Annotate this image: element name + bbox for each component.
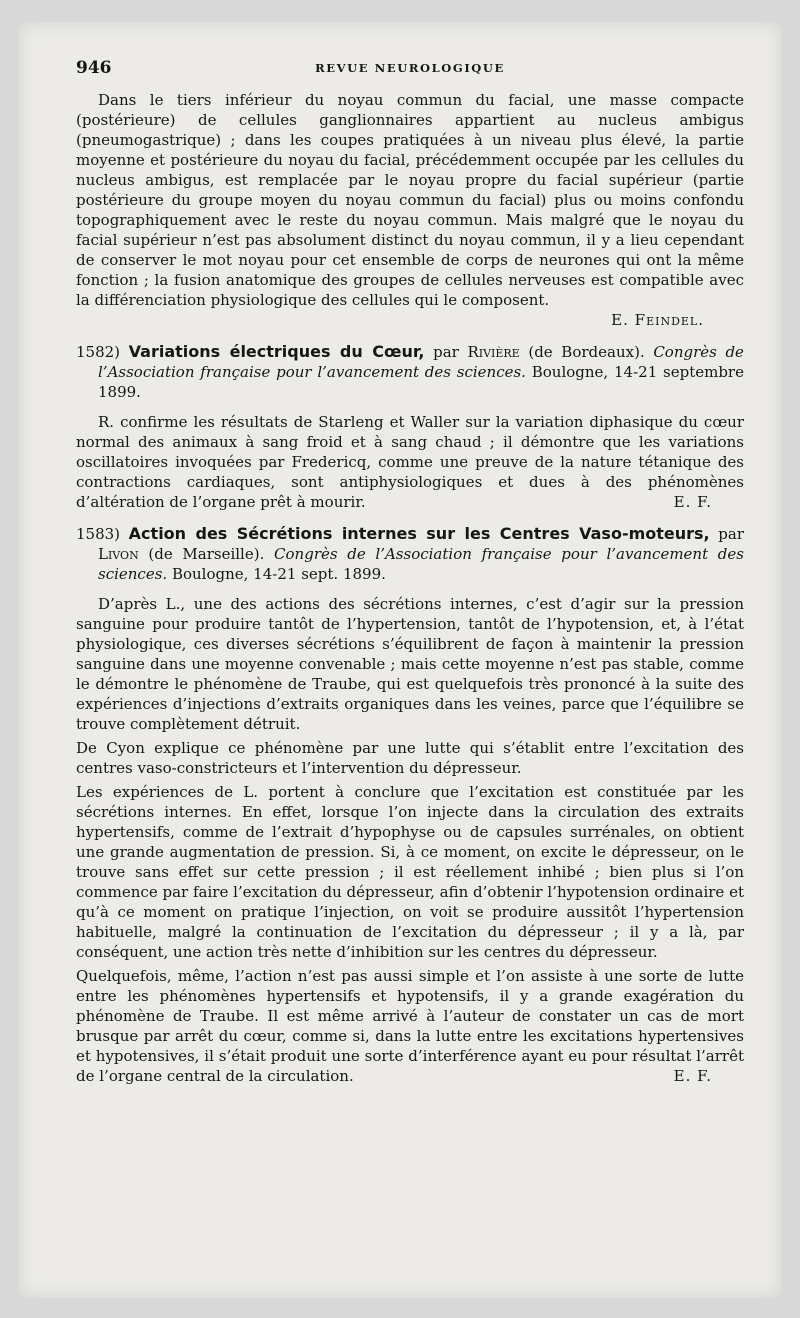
place-date: Boulogne, 14-21 septembre 1899. <box>98 363 744 401</box>
author-prefix: par <box>433 343 459 361</box>
author-prefix: par <box>718 525 744 543</box>
scanned-page <box>18 22 782 1298</box>
page-content <box>76 58 744 1086</box>
entry-1583-paragraph-4 <box>76 966 744 1086</box>
intro-paragraph: Dans le tiers inférieur du noyau commun du facial, une masse compacte (postérieure) de cellules ganglionnaires appartient au nucleus ambigus (pneumogastrique) ; dans les coupes pratiquées à un niveau plus élevé, la partie moyenne et postérieure du noyau du facial, précédemment occupée par les cellules du nucleus ambigus, est remplacée par le noyau propre du facial supérieur (partie postérieure du groupe moyen du noyau commun du facial) plus ou moins confondu topographiquement avec le reste du noyau commun. Mais malgré que le noyau du facial supérieur n’est pas absolument distinct du noyau commun, il y a lieu cependant de conserver le mot noyau pour cet ensemble de corps de neurones qui ont la même fonction ; la fusion anatomique des groupes de cellules nerveuses est compatible avec la différenciation physiologique des cellules qui le composent. <box>76 91 744 309</box>
entry-1582-paragraph <box>76 412 744 512</box>
intro-signature: E. Feindel. <box>611 311 704 329</box>
page-number: 946 <box>76 58 112 78</box>
entry-title: Variations électriques du Cœur, <box>128 342 425 361</box>
source-title: Congrès de l’Association française pour l’avancement des sciences. <box>98 343 744 381</box>
source-title: Congrès de l’Association française pour l’avancement des sciences. <box>98 545 744 583</box>
author-name: Livon <box>98 545 139 563</box>
author-place: (de Marseille). <box>148 545 265 563</box>
entry-signature: E. F. <box>673 1067 712 1085</box>
paragraph-text: R. confirme les résultats de Starleng et Waller sur la variation diphasique du cœur normal des animaux à sang froid et à sang chaud ; il démontre que les variations oscillatoires invoquées par Fredericq, comme une preuve de la nature tétanique des contractions cardiaques, sont antiphysiologiques et dues à des phénomènes d’altération de l’organe prêt à mourir. <box>76 413 744 511</box>
running-head <box>76 58 744 84</box>
journal-title: REVUE NEUROLOGIQUE <box>315 61 505 75</box>
entry-1583-paragraph-1: D’après L., une des actions des sécrétions internes, c’est d’agir sur la pression sanguine pour produire tantôt de l’hypertension, tantôt de l’hypotension, et, à l’état physiologique, ces diverses sécrétions s’équilibrent de façon à maintenir la pression sanguine dans une moyenne convenable ; mais cette moyenne n’est pas stable, comme le démontre le phénomène de Traube, qui est quelquefois très prononcé à la suite des expériences d’injections d’extraits organiques dans les veines, parce que l’équilibre se trouve complètement détruit. <box>76 595 744 733</box>
entry-title: Action des Sécrétions internes sur les Centres Vaso-moteurs, <box>128 524 710 543</box>
entry-1583-paragraph-2: De Cyon explique ce phénomène par une lutte qui s’établit entre l’excitation des centres vaso-constricteurs et l’intervention du dépresseur. <box>76 739 744 777</box>
entry-1583-paragraph-3: Les expériences de L. portent à conclure que l’excitation est constituée par les sécrétions internes. En effet, lorsque l’on injecte dans la circulation des extraits hypertensifs, comme de l’extrait d’hypophyse ou de capsules surrénales, on obtient une grande augmentation de pression. Si, à ce moment, on excite le dépresseur, on le trouve sans effet sur cette pression ; il est réellement inhibé ; bien plus si l’on commence par faire l’excitation du dépresseur, afin d’obtenir l’hypotension ordinaire et qu’à ce moment on pratique l’injection, on voit se produire aussitôt l’hypertension habituelle, malgré la continuation de l’excitation du dépresseur ; il y a là, par conséquent, une action très nette d’inhibition sur les centres du dépresseur. <box>76 783 744 961</box>
author-place: (de Bordeaux). <box>528 343 645 361</box>
place-date: Boulogne, 14-21 sept. 1899. <box>171 565 386 583</box>
paragraph-text: Quelquefois, même, l’action n’est pas aussi simple et l’on assiste à une sorte de lutte entre les phénomènes hypertensifs et hypotensifs, il y a grande exagération du phénomène de Traube. Il est même arrivé à l’auteur de constater un cas de mort brusque par arrêt du cœur, comme si, dans la lutte entre les excitations hypertensives et hypotensives, il s’était produit une sorte d’interférence ayant eu pour résultat l’arrêt de l’organe central de la circulation. <box>76 967 744 1085</box>
author-name: Rivière <box>467 343 520 361</box>
entry-number: 1582) <box>76 343 121 361</box>
entry-header-1583 <box>76 524 744 584</box>
entry-header-1582 <box>76 342 744 402</box>
entry-signature: E. F. <box>673 493 712 511</box>
entry-number: 1583) <box>76 525 121 543</box>
